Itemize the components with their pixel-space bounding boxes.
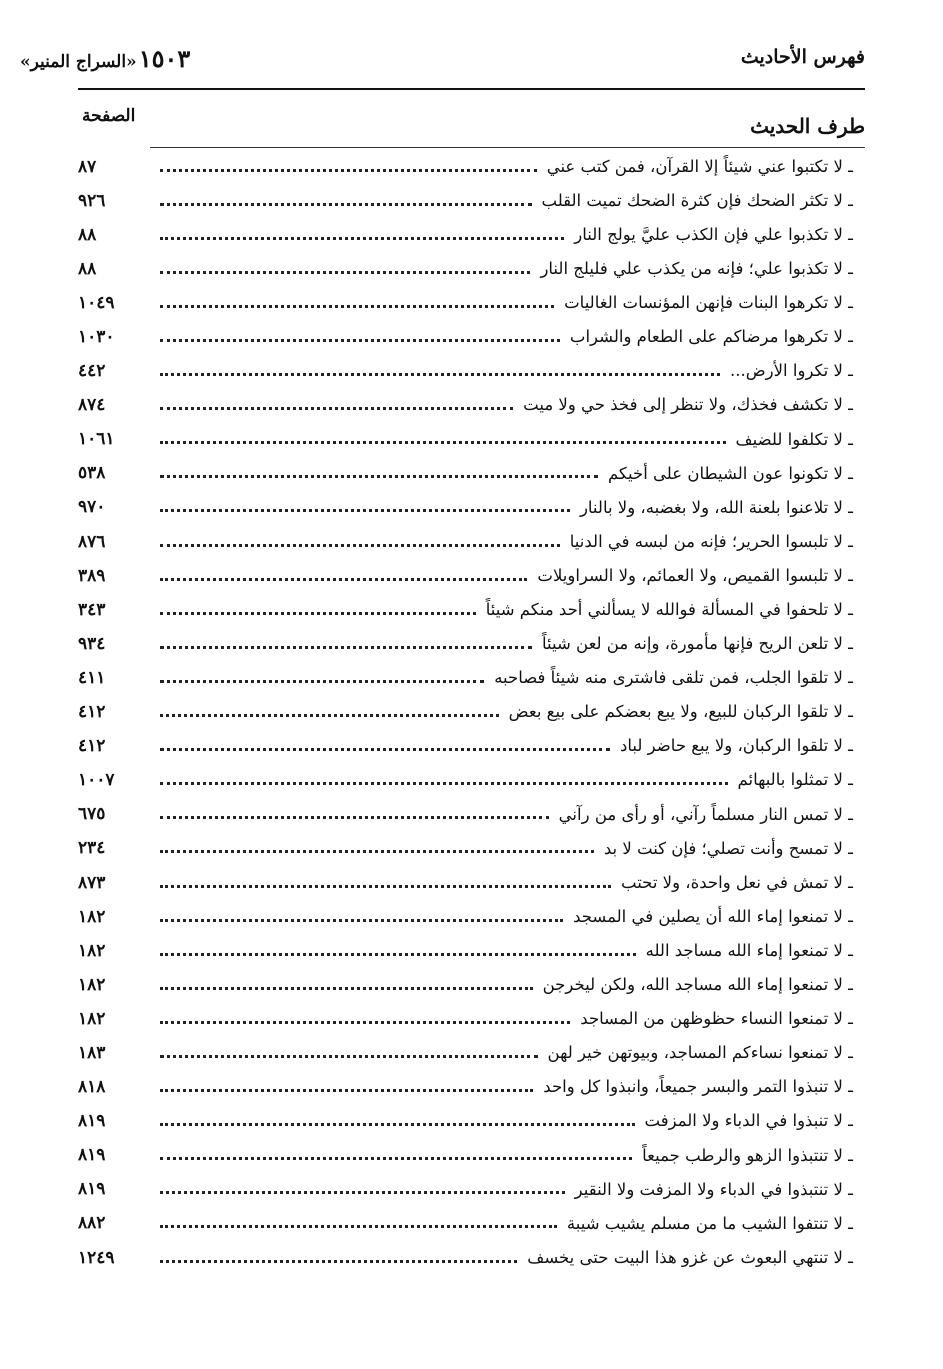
entry-page-number: ٤٤٢: [78, 361, 106, 382]
dot-leader: [160, 475, 598, 478]
index-entry: [78, 286, 853, 320]
entry-text: ـ لا تكشف فخذك، ولا تنظر إلى فخذ حي ولا ميت: [523, 395, 853, 415]
header-rule: [78, 88, 865, 90]
index-entry: [78, 320, 853, 354]
entry-text: ـ لا تلحفوا في المسألة فوالله لا يسألني أحد منكم شيئاً: [485, 600, 853, 620]
entry-text: ـ لا تمنعوا إماء الله أن يصلين في المسجد: [573, 906, 853, 926]
entry-text: ـ لا تمش في نعل واحدة، ولا تحتب: [621, 872, 853, 892]
entry-text: ـ لا تنتبذوا الزهو والرطب جميعاً: [642, 1145, 853, 1165]
entry-page-number: ٨١٨: [78, 1077, 106, 1098]
entry-page-number: ٨٧٤: [78, 395, 106, 416]
dot-leader: [160, 237, 564, 240]
dot-leader: [160, 816, 549, 819]
entry-text: ـ لا تمنعوا نساءكم المساجد، وبيوتهن خير لهن: [547, 1043, 853, 1063]
index-entry: [78, 627, 853, 661]
dot-leader: [160, 305, 554, 308]
index-entry: [78, 150, 853, 184]
entry-text: ـ لا تكتبوا عني شيئاً إلا القرآن، فمن كتب عني: [546, 156, 853, 176]
dot-leader: [160, 373, 720, 376]
dot-leader: [160, 578, 527, 581]
entry-page-number: ٨٨٢: [78, 1213, 106, 1234]
dot-leader: [160, 1089, 533, 1092]
entry-text: ـ لا تلقوا الركبان، ولا يبع حاضر لباد: [620, 736, 853, 756]
entry-page-number: ١٠٦١: [78, 429, 115, 450]
entry-text: ـ لا تمنعوا إماء الله مساجد الله: [645, 940, 853, 960]
index-entry: [78, 389, 853, 423]
index-entry: [78, 934, 853, 968]
index-entry: [78, 1036, 853, 1070]
index-entry: [78, 1173, 853, 1207]
dot-leader: [160, 612, 476, 615]
page-column-heading: الصفحة: [82, 106, 136, 126]
entry-text: ـ لا تنبذوا التمر والبسر جميعاً، وانبذوا كل واحد: [543, 1077, 853, 1097]
entry-page-number: ٥٣٨: [78, 463, 106, 484]
dot-leader: [160, 987, 533, 990]
index-entry: [78, 355, 853, 389]
dot-leader: [160, 850, 594, 853]
index-entry: [78, 559, 853, 593]
index-entry: [78, 1241, 853, 1275]
entry-text: ـ لا تلقوا الركبان للبيع، ولا يبع بعضكم على بيع بعض: [508, 702, 853, 722]
book-name: «السراج المنير»: [20, 52, 137, 72]
entry-text: ـ لا تلبسوا الحرير؛ فإنه من لبسه في الدنيا: [569, 531, 853, 551]
dot-leader: [160, 1123, 635, 1126]
running-header: [20, 44, 865, 84]
index-entry: [78, 525, 853, 559]
dot-leader: [160, 169, 537, 172]
index-entry: [78, 218, 853, 252]
entry-page-number: ١٨٢: [78, 906, 106, 927]
entry-page-number: ٩٣٤: [78, 633, 106, 654]
index-entry: [78, 730, 853, 764]
entry-text: ـ لا تنتبذوا في الدباء ولا المزفت ولا النقير: [574, 1179, 853, 1199]
entry-text: ـ لا تلعن الريح فإنها مأمورة، وإنه من لعن شيئاً: [541, 634, 853, 654]
dot-leader: [160, 1225, 557, 1228]
dot-leader: [160, 1021, 570, 1024]
entry-page-number: ١٨٢: [78, 974, 106, 995]
index-entry: [78, 1139, 853, 1173]
index-entry: [78, 423, 853, 457]
entry-text: ـ لا تنتهي البعوث عن غزو هذا البيت حتى يخسف: [527, 1247, 853, 1267]
dot-leader: [160, 646, 532, 649]
dot-leader: [160, 919, 563, 922]
dot-leader: [160, 714, 499, 717]
index-entry: [78, 252, 853, 286]
dot-leader: [160, 680, 484, 683]
index-entry: [78, 1105, 853, 1139]
index-entry: [78, 457, 853, 491]
entry-page-number: ٨١٩: [78, 1145, 106, 1166]
entry-text: ـ لا تكرهوا مرضاكم على الطعام والشراب: [569, 327, 853, 347]
dot-leader: [160, 271, 530, 274]
dot-leader: [160, 885, 611, 888]
book-and-page: [20, 44, 190, 73]
index-entry: [78, 900, 853, 934]
entry-text: ـ لا تنتفوا الشيب ما من مسلم يشيب شيبة: [566, 1213, 853, 1233]
index-entry: [78, 832, 853, 866]
dot-leader: [160, 203, 532, 206]
entry-text: ـ لا تكذبوا علي؛ فإنه من يكذب علي فليلج النار: [540, 259, 853, 279]
entry-page-number: ٢٣٤: [78, 838, 106, 859]
entry-page-number: ٨٧: [78, 156, 97, 177]
dot-leader: [160, 1260, 517, 1263]
index-entry: [78, 184, 853, 218]
index-entry: [78, 1207, 853, 1241]
entry-page-number: ٦٧٥: [78, 804, 106, 825]
dot-leader: [160, 1191, 565, 1194]
dot-leader: [160, 407, 513, 410]
entry-page-number: ٨٧٣: [78, 872, 106, 893]
entry-text: ـ لا تكثر الضحك فإن كثرة الضحك تميت القلب: [541, 190, 853, 210]
entry-page-number: ١٨٢: [78, 940, 106, 961]
entry-text: ـ لا تمس النار مسلماً رآني، أو رأى من رآني: [558, 804, 853, 824]
entry-page-number: ٨٨: [78, 258, 97, 279]
entry-text: ـ لا تكلفوا للضيف: [735, 429, 853, 449]
dot-leader: [160, 544, 560, 547]
dot-leader: [160, 1055, 538, 1058]
page-number: ١٥٠٣: [138, 44, 191, 73]
entry-page-number: ٨٨: [78, 224, 97, 245]
dot-leader: [160, 748, 610, 751]
index-entry: [78, 593, 853, 627]
entry-text: ـ لا تنبذوا في الدباء ولا المزفت: [644, 1111, 853, 1131]
entry-page-number: ١٨٢: [78, 1008, 106, 1029]
dot-leader: [160, 953, 636, 956]
entry-page-number: ٤١١: [78, 667, 106, 688]
index-entry: [78, 1002, 853, 1036]
dot-leader: [160, 441, 726, 444]
entry-page-number: ٨١٩: [78, 1179, 106, 1200]
entry-text: ـ لا تكرهوا البنات فإنهن المؤنسات الغاليات: [564, 293, 853, 313]
entry-page-number: ٤١٢: [78, 702, 106, 723]
entry-page-number: ١٠٣٠: [78, 327, 115, 348]
entry-page-number: ٨١٩: [78, 1111, 106, 1132]
entry-text: ـ لا تمنعوا إماء الله مساجد الله، ولكن ليخرجن: [542, 975, 853, 995]
entry-page-number: ٩٢٦: [78, 190, 106, 211]
entry-text: ـ لا تكذبوا علي فإن الكذب عليَّ يولج النار: [574, 224, 853, 244]
index-entry: [78, 968, 853, 1002]
dot-leader: [160, 1157, 632, 1160]
entry-page-number: ١٠٠٧: [78, 770, 115, 791]
column-headings: [78, 106, 865, 146]
heading-rule: [150, 147, 865, 148]
entry-page-number: ٣٤٣: [78, 599, 106, 620]
entry-text: ـ لا تلقوا الجلب، فمن تلقى فاشترى منه شيئاً فصاحبه: [494, 668, 853, 688]
entry-text: ـ لا تكونوا عون الشيطان على أخيكم: [607, 463, 853, 483]
index-entry: [78, 798, 853, 832]
dot-leader: [160, 339, 560, 342]
index-entry: [78, 696, 853, 730]
dot-leader: [160, 509, 570, 512]
entry-page-number: ٨٧٦: [78, 531, 106, 552]
entry-page-number: ١٨٣: [78, 1042, 106, 1063]
entry-page-number: ٤١٢: [78, 736, 106, 757]
entry-text: ـ لا تمسح وأنت تصلي؛ فإن كنت لا بد: [603, 838, 853, 858]
entry-text: ـ لا تمنعوا النساء حظوظهن من المساجد: [580, 1009, 853, 1029]
text-column-heading: طرف الحديث: [750, 114, 865, 138]
entry-page-number: ١٠٤٩: [78, 292, 115, 313]
entry-page-number: ١٢٤٩: [78, 1247, 115, 1268]
entry-page-number: ٣٨٩: [78, 565, 106, 586]
hadith-index-list: [78, 150, 853, 1275]
entry-text: ـ لا تلبسوا القميص، ولا العمائم، ولا السراويلات: [537, 565, 853, 585]
index-entry: [78, 866, 853, 900]
index-entry: [78, 661, 853, 695]
section-title: فهرس الأحاديث: [740, 46, 865, 68]
entry-text: ـ لا تكروا الأرض...: [730, 361, 853, 381]
entry-page-number: ٩٧٠: [78, 497, 106, 518]
entry-text: ـ لا تلاعنوا بلعنة الله، ولا بغضبه، ولا بالنار: [579, 497, 853, 517]
dot-leader: [160, 782, 728, 785]
entry-text: ـ لا تمثلوا بالبهائم: [737, 770, 853, 790]
index-entry: [78, 764, 853, 798]
index-entry: [78, 1071, 853, 1105]
index-entry: [78, 491, 853, 525]
